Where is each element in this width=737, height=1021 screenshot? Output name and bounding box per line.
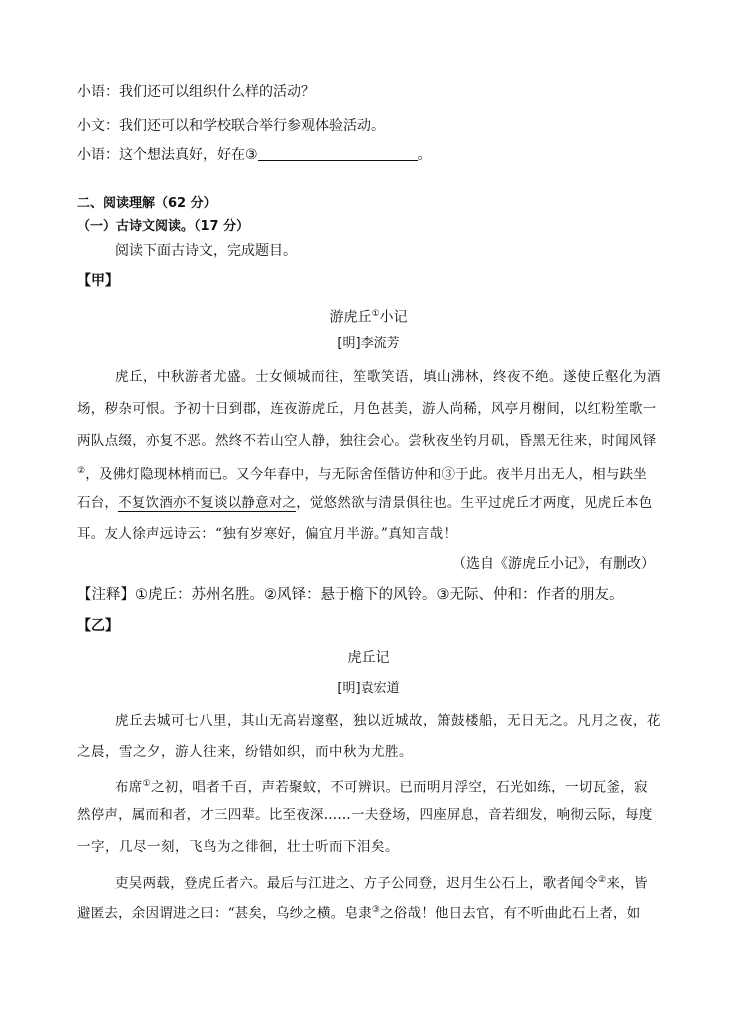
dialog-end-punct: 。 bbox=[417, 147, 432, 163]
instruction-text: 阅读下面古诗文，完成题目。 bbox=[115, 243, 297, 259]
text-a-line-1: 虎丘，中秋游者尤盛。士女倾城而往，笙歌笑语，填山沸林，终夜不绝。遂使丘壑化为酒 bbox=[115, 369, 661, 385]
answer-blank[interactable] bbox=[258, 146, 418, 161]
speaker-label: 小文： bbox=[77, 118, 119, 134]
text-b-line-5: 一字，几尽一刻，飞鸟为之徘徊，壮士听而下泪矣。 bbox=[77, 839, 399, 855]
text-b-line-7: 避匿去，余因谓进之曰：“甚矣，乌纱之横。皂隶③之俗哉！他日去官，有不听曲此石上者，如 bbox=[77, 905, 641, 922]
text-b-line-6: 吏吴两载，登虎丘者六。最后与江进之、方子公同登，迟月生公石上，歌者闻令②来，皆 bbox=[115, 875, 648, 892]
text-b-line-3: 布席①之初，唱者千百，声若聚蚊，不可辨识。已而明月浮空，石光如练，一切瓦釜，寂 bbox=[115, 779, 648, 796]
dialog-line-2 bbox=[77, 117, 385, 135]
text-a-line-5: 石台，不复饮酒亦不复谈以静意对之，觉悠然欲与清景俱往也。生平过虎丘才两度，见虎丘本色 bbox=[77, 495, 653, 511]
speaker-label: 小语： bbox=[77, 147, 119, 163]
footnote-mark: ① bbox=[371, 309, 380, 319]
text-b-line-2: 之晨，雪之夕，游人往来，纷错如织，而中秋为尤胜。 bbox=[77, 744, 413, 760]
text-a-title: 游虎丘①小记 bbox=[329, 309, 408, 326]
footnote-mark: ② bbox=[598, 875, 607, 885]
text-a-line-4: ②，及佛灯隐现林梢而已。又今年春中，与无际舍侄偕访仲和③于此。夜半月出无人，相与趺坐 bbox=[77, 466, 647, 483]
footnote-mark: ③ bbox=[371, 905, 381, 915]
dialog-text: 我们还可以组织什么样的活动？ bbox=[119, 84, 315, 100]
dialog-line-3 bbox=[77, 146, 432, 164]
text-b-title: 虎丘记 bbox=[347, 650, 390, 666]
footnote-mark: ② bbox=[77, 466, 86, 476]
text-a-line-6: 耳。友人徐声远诗云：“独有岁寒好，偏宜月半游。”真知言哉！ bbox=[77, 526, 458, 542]
text-a-notes: 【注释】①虎丘：苏州名胜。②风铎：悬于檐下的风铃。③无际、仲和：作者的朋友。 bbox=[77, 587, 624, 603]
part-b-label: 【乙】 bbox=[77, 618, 119, 634]
section-heading: 二、阅读理解（62 分） bbox=[77, 196, 217, 211]
text-a-line-3: 两队点缀，亦复不恶。然终不若山空人静，独往会心。尝秋夜坐钓月矶，昏黑无往来，时闻风铎 bbox=[77, 433, 657, 449]
dialog-text: 我们还可以和学校联合举行参观体验活动。 bbox=[119, 118, 385, 134]
dialog-text: 这个想法真好，好在③ bbox=[119, 147, 258, 163]
text-b-line-1: 虎丘去城可七八里，其山无高岩邃壑，独以近城故，箫鼓楼船，无日无之。凡月之夜，花 bbox=[115, 713, 661, 729]
dialog-line-1 bbox=[77, 83, 315, 101]
text-a-line-2: 场，秽杂可恨。予初十日到郡，连夜游虎丘，月色甚美，游人尚稀，风亭月榭间，以红粉笙歌一 bbox=[77, 401, 657, 417]
speaker-label: 小语： bbox=[77, 84, 119, 100]
text-a-source: （选自《游虎丘小记》，有删改） bbox=[452, 556, 655, 572]
underlined-sentence: 不复饮酒亦不复谈以静意对之 bbox=[118, 495, 297, 511]
subsection-heading: （一）古诗文阅读。（17 分） bbox=[77, 219, 250, 234]
text-b-line-4: 然停声，属而和者，才三四辈。比至夜深……一夫登场，四座屏息，音若细发，响彻云际，每度 bbox=[77, 807, 653, 823]
text-a-author: [明]李流芳 bbox=[337, 336, 400, 351]
text-b-author: [明]袁宏道 bbox=[337, 681, 400, 696]
part-a-label: 【甲】 bbox=[77, 273, 119, 289]
footnote-mark: ① bbox=[142, 779, 151, 789]
